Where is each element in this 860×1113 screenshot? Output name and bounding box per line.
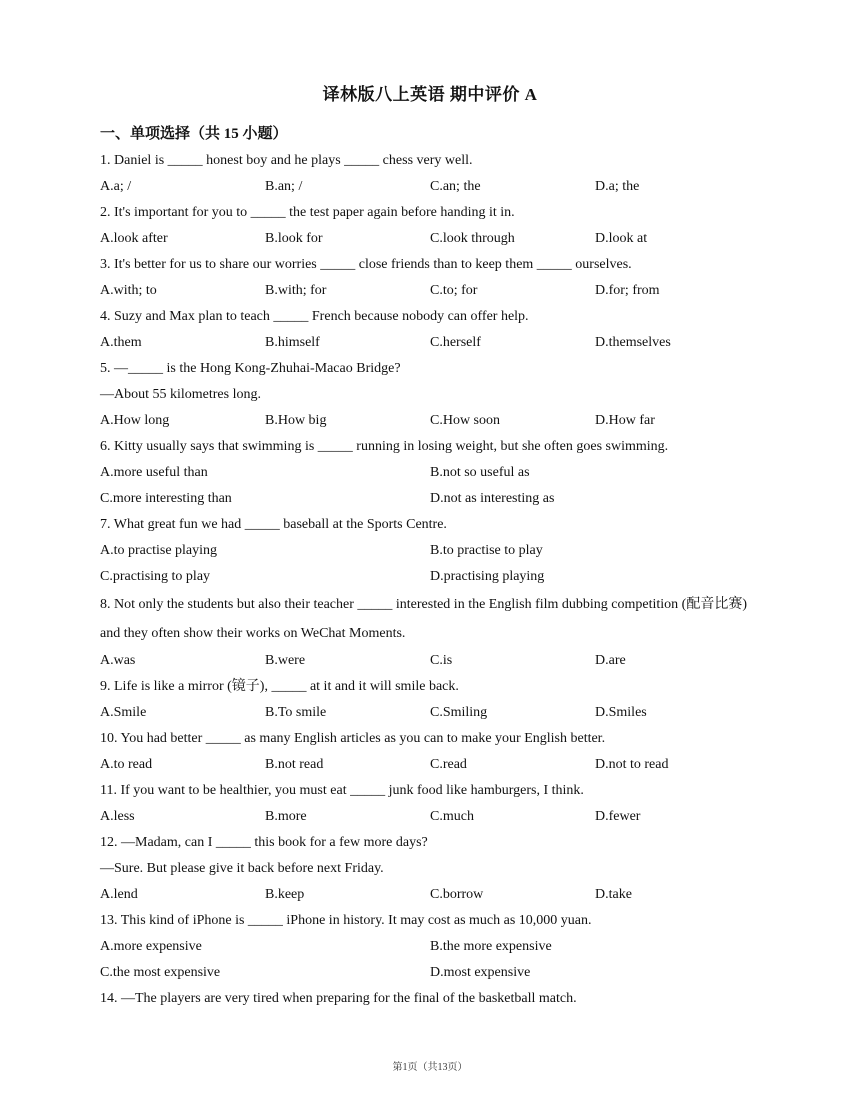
- option-c: C.herself: [430, 335, 481, 350]
- question-item: [100, 830, 760, 908]
- option-a: A.How long: [100, 413, 170, 428]
- question-line: —About 55 kilometres long.: [100, 387, 261, 402]
- option-c: C.Smiling: [430, 705, 488, 720]
- option-a: A.was: [100, 653, 136, 668]
- page-title: 译林版八上英语 期中评价 A: [322, 85, 538, 104]
- option-a: A.less: [100, 809, 135, 824]
- question-stem: 2. It's important for you to _____ the test paper again before handing it in.: [100, 205, 515, 220]
- option-d: D.for; from: [595, 283, 660, 298]
- option-d: D.practising playing: [430, 569, 545, 584]
- option-a: A.with; to: [100, 283, 157, 298]
- option-a: A.to practise playing: [100, 543, 218, 558]
- page-footer: 第1页（共13页）: [392, 1062, 468, 1073]
- question-item: [100, 590, 760, 674]
- question-item: [100, 778, 760, 830]
- option-b: B.look for: [265, 231, 323, 246]
- option-b: B.with; for: [265, 283, 327, 298]
- option-d: D.Smiles: [595, 705, 647, 720]
- option-a: A.a; /: [100, 179, 132, 194]
- option-c: C.How soon: [430, 413, 501, 428]
- option-d: D.take: [595, 887, 632, 902]
- options-row: [100, 174, 760, 200]
- option-a: A.to read: [100, 757, 153, 772]
- question-stem: 5. —_____ is the Hong Kong-Zhuhai-Macao Bridge?: [100, 361, 401, 376]
- option-c: C.an; the: [430, 179, 481, 194]
- options-row: [100, 960, 760, 986]
- options-row: [100, 408, 760, 434]
- question-item: [100, 252, 760, 304]
- question-stem: 8. Not only the students but also their teacher _____ interested in the English film dubbing competition (配音比赛) and they often show their works on WeChat Moments.: [100, 597, 748, 641]
- option-b: B.more: [265, 809, 307, 824]
- option-b: B.himself: [265, 335, 320, 350]
- option-c: C.practising to play: [100, 569, 211, 584]
- question-item: [100, 434, 760, 512]
- question-item: [100, 148, 760, 200]
- option-b: B.To smile: [265, 705, 327, 720]
- options-row: [100, 752, 760, 778]
- question-stem: 3. It's better for us to share our worries _____ close friends than to keep them _____ ourselves.: [100, 257, 632, 272]
- option-b: B.the more expensive: [430, 939, 552, 954]
- option-b: B.not so useful as: [430, 465, 530, 480]
- question-item: [100, 356, 760, 434]
- question-line: —Sure. But please give it back before next Friday.: [100, 861, 384, 876]
- options-row: [100, 226, 760, 252]
- option-d: D.most expensive: [430, 965, 531, 980]
- option-a: A.look after: [100, 231, 168, 246]
- question-item: [100, 304, 760, 356]
- option-d: D.are: [595, 653, 626, 668]
- option-b: B.not read: [265, 757, 324, 772]
- option-d: D.themselves: [595, 335, 671, 350]
- options-row: [100, 564, 760, 590]
- option-b: B.an; /: [265, 179, 303, 194]
- options-row: [100, 882, 760, 908]
- options-row: [100, 538, 760, 564]
- question-item: [100, 726, 760, 778]
- question-list: [100, 148, 760, 1012]
- option-c: C.much: [430, 809, 474, 824]
- question-stem: 7. What great fun we had _____ baseball at the Sports Centre.: [100, 517, 447, 532]
- option-b: B.to practise to play: [430, 543, 543, 558]
- question-item: [100, 674, 760, 726]
- question-stem: 1. Daniel is _____ honest boy and he plays _____ chess very well.: [100, 153, 473, 168]
- options-row: [100, 700, 760, 726]
- option-a: A.Smile: [100, 705, 147, 720]
- options-row: [100, 486, 760, 512]
- question-stem: 9. Life is like a mirror (镜子), _____ at it and it will smile back.: [100, 679, 459, 694]
- option-a: A.more expensive: [100, 939, 202, 954]
- question-stem: 11. If you want to be healthier, you must eat _____ junk food like hamburgers, I think.: [100, 783, 584, 798]
- question-stem: 13. This kind of iPhone is _____ iPhone in history. It may cost as much as 10,000 yuan.: [100, 913, 592, 928]
- options-row: [100, 804, 760, 830]
- option-c: C.look through: [430, 231, 515, 246]
- option-d: D.not as interesting as: [430, 491, 555, 506]
- option-c: C.read: [430, 757, 467, 772]
- question-item: [100, 512, 760, 590]
- option-b: B.How big: [265, 413, 327, 428]
- option-a: A.lend: [100, 887, 138, 902]
- option-d: D.fewer: [595, 809, 641, 824]
- option-b: B.keep: [265, 887, 305, 902]
- question-item: [100, 908, 760, 986]
- question-item: [100, 986, 760, 1012]
- options-row: [100, 330, 760, 356]
- options-row: [100, 278, 760, 304]
- option-a: A.more useful than: [100, 465, 208, 480]
- option-d: D.How far: [595, 413, 655, 428]
- option-d: D.not to read: [595, 757, 669, 772]
- option-a: A.them: [100, 335, 142, 350]
- options-row: [100, 460, 760, 486]
- question-stem: 6. Kitty usually says that swimming is _____ running in losing weight, but she often goes swimming.: [100, 439, 669, 454]
- option-c: C.more interesting than: [100, 491, 232, 506]
- option-c: C.to; for: [430, 283, 478, 298]
- option-c: C.borrow: [430, 887, 484, 902]
- option-c: C.is: [430, 653, 453, 668]
- option-b: B.were: [265, 653, 306, 668]
- section-heading: 一、单项选择（共 15 小题）: [100, 126, 288, 142]
- option-d: D.a; the: [595, 179, 640, 194]
- question-stem: 4. Suzy and Max plan to teach _____ French because nobody can offer help.: [100, 309, 529, 324]
- options-row: [100, 934, 760, 960]
- option-d: D.look at: [595, 231, 648, 246]
- option-c: C.the most expensive: [100, 965, 221, 980]
- question-item: [100, 200, 760, 252]
- question-stem: 14. —The players are very tired when preparing for the final of the basketball match.: [100, 991, 577, 1006]
- question-stem: 12. —Madam, can I _____ this book for a few more days?: [100, 835, 428, 850]
- question-stem: 10. You had better _____ as many English articles as you can to make your English better.: [100, 731, 606, 746]
- options-row: [100, 648, 760, 674]
